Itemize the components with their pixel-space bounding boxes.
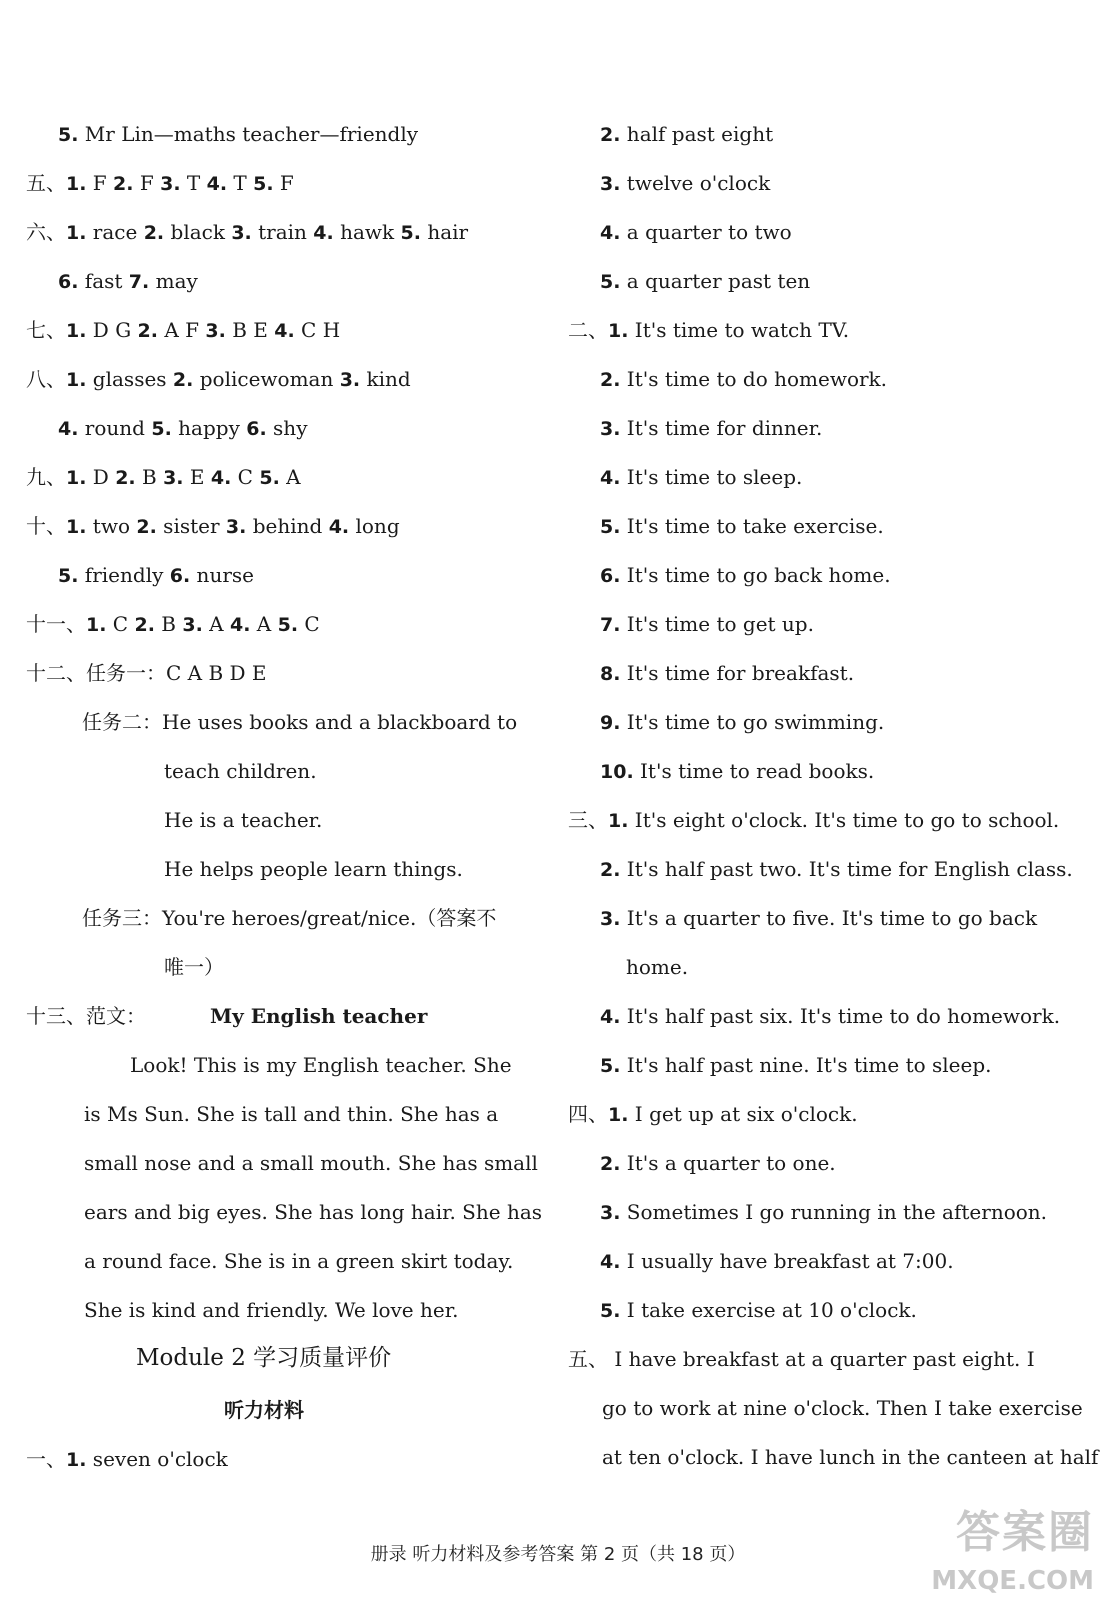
item-number: 4. xyxy=(600,1251,621,1273)
left-line xyxy=(26,316,340,344)
answer-text: sister xyxy=(156,514,226,538)
right-line xyxy=(600,169,770,197)
item-number: 2. xyxy=(137,320,158,342)
item-number: 8. xyxy=(600,663,621,685)
answer-text: C xyxy=(298,612,320,636)
answer-text: race xyxy=(86,220,144,244)
item-number: 6. xyxy=(246,418,267,440)
answer-text: glasses xyxy=(86,367,173,391)
answer-text: It's a quarter to one. xyxy=(620,1151,836,1175)
item-number: 3. xyxy=(600,908,621,930)
left-line xyxy=(84,1149,538,1177)
item-number: 3. xyxy=(225,516,247,538)
item-number: 9. xyxy=(600,712,621,734)
right-line xyxy=(600,561,891,589)
item-number: 2. xyxy=(172,369,194,391)
item-number: 3. xyxy=(163,467,184,489)
right-line xyxy=(600,1296,917,1324)
item-number: 1. xyxy=(66,173,87,195)
item-number: 4. xyxy=(206,173,228,195)
answer-text: A xyxy=(279,465,301,489)
answer-text: E xyxy=(183,465,211,489)
answer-text: B xyxy=(154,612,183,636)
essay-title: My English teacher xyxy=(210,1004,428,1028)
section-label: 八、 xyxy=(26,367,66,391)
item-number: 1. xyxy=(608,1104,629,1126)
answer-text: It's time to go swimming. xyxy=(620,710,885,734)
answer-text: It's time to watch TV. xyxy=(628,318,850,342)
answer-text: It's time to get up. xyxy=(620,612,814,636)
answer-text: C xyxy=(106,612,135,636)
answer-text: It's half past two. It's time for English class. xyxy=(620,857,1073,881)
answer-text: hair xyxy=(420,220,469,244)
right-line xyxy=(568,1345,1035,1373)
left-line xyxy=(164,953,224,981)
item-number: 2. xyxy=(115,467,136,489)
left-line xyxy=(84,1198,542,1226)
section-label: 五、 xyxy=(568,1347,608,1371)
right-line xyxy=(626,953,688,981)
answer-text: Look! This is my English teacher. She xyxy=(130,1053,512,1077)
answer-text: two xyxy=(86,514,137,538)
answer-text: home. xyxy=(626,955,689,979)
answer-text: I have breakfast at a quarter past eight. I xyxy=(608,1347,1035,1371)
item-number: 4. xyxy=(274,320,295,342)
left-line xyxy=(26,463,301,491)
answer-text: It's time for dinner. xyxy=(620,416,823,440)
answer-text: shy xyxy=(266,416,308,440)
section-label: 十三、范文： xyxy=(26,1004,146,1028)
item-number: 10. xyxy=(600,761,634,783)
item-number: 5. xyxy=(253,173,274,195)
answer-text: It's time for breakfast. xyxy=(620,661,855,685)
answer-text: It's eight o'clock. It's time to go to school. xyxy=(628,808,1060,832)
answer-text: A F xyxy=(158,318,206,342)
answer-text: kind xyxy=(360,367,411,391)
left-line xyxy=(58,120,418,148)
item-number: 6. xyxy=(169,565,191,587)
answer-text: fast xyxy=(78,269,129,293)
answer-text: D G xyxy=(86,318,138,342)
answer-text: is Ms Sun. She is tall and thin. She has a xyxy=(84,1102,499,1126)
answer-text: It's time to read books. xyxy=(633,759,875,783)
item-number: 6. xyxy=(58,271,79,293)
item-number: 2. xyxy=(143,222,165,244)
right-line xyxy=(600,267,810,295)
right-line xyxy=(602,1394,1083,1422)
answer-text: D xyxy=(86,465,116,489)
section-label: 十二、任务一： xyxy=(26,661,166,685)
left-line xyxy=(164,757,317,785)
watermark-url: MXQE.COM xyxy=(931,1566,1094,1596)
section-label: 任务三： xyxy=(82,906,162,930)
section-label: 十一、 xyxy=(26,612,86,636)
answer-text: F xyxy=(273,171,294,195)
answer-text: It's half past nine. It's time to sleep. xyxy=(620,1053,992,1077)
answer-text: may xyxy=(149,269,198,293)
answer-text: nurse xyxy=(190,563,254,587)
right-line xyxy=(600,904,1037,932)
answer-text: It's a quarter to five. It's time to go back xyxy=(620,906,1038,930)
section-label: 一、 xyxy=(26,1447,66,1471)
section-label: 任务二： xyxy=(82,710,162,734)
item-number: 4. xyxy=(58,418,79,440)
item-number: 1. xyxy=(66,516,87,538)
item-number: 4. xyxy=(600,467,621,489)
left-line xyxy=(164,855,463,883)
item-number: 5. xyxy=(277,614,299,636)
answer-text: C H xyxy=(294,318,341,342)
right-line xyxy=(600,414,822,442)
answer-text: B xyxy=(135,465,164,489)
answer-text: long xyxy=(349,514,400,538)
right-line xyxy=(600,1051,992,1079)
answer-text: twelve o'clock xyxy=(620,171,771,195)
item-number: 3. xyxy=(182,614,203,636)
item-number: 4. xyxy=(229,614,251,636)
right-line xyxy=(600,855,1073,883)
item-number: 2. xyxy=(600,859,621,881)
item-number: 5. xyxy=(600,1055,621,1077)
right-line xyxy=(600,120,773,148)
item-number: 1. xyxy=(66,1449,87,1471)
section-label: （答案不 xyxy=(416,906,497,930)
left-line xyxy=(130,1051,512,1079)
item-number: 3. xyxy=(231,222,252,244)
answer-text: She is kind and friendly. We love her. xyxy=(84,1298,459,1322)
item-number: 3. xyxy=(600,1202,621,1224)
item-number: 6. xyxy=(600,565,621,587)
item-number: 5. xyxy=(58,124,79,146)
answer-text: C A B D E xyxy=(166,661,267,685)
answer-text: Mr Lin—maths teacher—friendly xyxy=(78,122,419,146)
item-number: 3. xyxy=(600,173,621,195)
item-number: 2. xyxy=(134,614,155,636)
answer-text: It's half past six. It's time to do homework. xyxy=(620,1004,1061,1028)
left-line xyxy=(84,1100,498,1128)
left-line xyxy=(26,610,320,638)
item-number: 1. xyxy=(66,320,87,342)
left-line xyxy=(84,1247,513,1275)
left-line xyxy=(58,561,254,589)
item-number: 3. xyxy=(160,173,181,195)
section-label: 九、 xyxy=(26,465,66,489)
section-label: 六、 xyxy=(26,220,66,244)
right-line xyxy=(600,610,814,638)
answer-text: It's time to do homework. xyxy=(620,367,888,391)
answer-text: F xyxy=(86,171,114,195)
item-number: 2. xyxy=(136,516,157,538)
answer-text: teach children. xyxy=(164,759,317,783)
answer-text: small nose and a small mouth. She has small xyxy=(84,1151,538,1175)
left-line xyxy=(26,512,400,540)
right-line xyxy=(600,1198,1047,1226)
item-number: 4. xyxy=(313,222,334,244)
item-number: 5. xyxy=(600,516,621,538)
answer-text: It's time to take exercise. xyxy=(620,514,884,538)
right-line xyxy=(600,659,854,687)
item-number: 1. xyxy=(66,369,87,391)
right-line xyxy=(602,1443,1098,1471)
answer-text: a quarter to two xyxy=(620,220,792,244)
answer-text: He uses books and a blackboard to xyxy=(162,710,518,734)
item-number: 2. xyxy=(600,369,621,391)
answer-text: at ten o'clock. I have lunch in the canteen at half xyxy=(602,1445,1099,1469)
left-line xyxy=(82,708,517,736)
answer-text: policewoman xyxy=(193,367,340,391)
answer-text: You're heroes/great/nice. xyxy=(162,906,417,930)
answer-text: I get up at six o'clock. xyxy=(628,1102,858,1126)
item-number: 2. xyxy=(600,1153,621,1175)
answer-text: C xyxy=(231,465,260,489)
answer-text: ears and big eyes. She has long hair. She has xyxy=(84,1200,543,1224)
item-number: 4. xyxy=(600,222,621,244)
answer-text: It's time to go back home. xyxy=(620,563,891,587)
answer-text: Sometimes I go running in the afternoon. xyxy=(620,1200,1048,1224)
section-label: 五、 xyxy=(26,171,66,195)
answer-text: F xyxy=(133,171,161,195)
item-number: 5. xyxy=(151,418,172,440)
item-number: 5. xyxy=(259,467,280,489)
right-line xyxy=(600,1247,954,1275)
right-line xyxy=(600,708,884,736)
item-number: 1. xyxy=(66,222,87,244)
answer-text: A xyxy=(250,612,278,636)
left-line xyxy=(82,904,496,932)
right-line xyxy=(568,806,1059,834)
answer-text: T xyxy=(227,171,254,195)
right-line xyxy=(600,1002,1060,1030)
item-number: 3. xyxy=(600,418,621,440)
item-number: 1. xyxy=(608,810,629,832)
left-line xyxy=(58,267,198,295)
item-number: 5. xyxy=(600,1300,621,1322)
left-line xyxy=(26,365,411,393)
answer-text: It's time to sleep. xyxy=(620,465,803,489)
right-line xyxy=(568,1100,858,1128)
answer-text: train xyxy=(251,220,314,244)
answer-text: a round face. She is in a green skirt today. xyxy=(84,1249,514,1273)
section-label: 四、 xyxy=(568,1102,608,1126)
item-number: 4. xyxy=(328,516,350,538)
item-number: 5. xyxy=(58,565,79,587)
section-label: 七、 xyxy=(26,318,66,342)
right-line xyxy=(600,365,887,393)
right-line xyxy=(568,316,849,344)
left-line xyxy=(26,1002,146,1030)
left-line xyxy=(84,1296,458,1324)
answer-text: seven o'clock xyxy=(86,1447,228,1471)
left-line xyxy=(26,659,267,687)
left-line xyxy=(26,169,294,197)
right-line xyxy=(600,218,792,246)
answer-text: black xyxy=(164,220,232,244)
left-line xyxy=(164,806,322,834)
item-number: 4. xyxy=(600,1006,621,1028)
answer-text: go to work at nine o'clock. Then I take exercise xyxy=(602,1396,1083,1420)
page-footer: 册录 听力材料及参考答案 第 2 页（共 18 页） xyxy=(370,1544,746,1565)
answer-text: A xyxy=(202,612,230,636)
section-label: 十、 xyxy=(26,514,66,538)
answer-text: I usually have breakfast at 7:00. xyxy=(620,1249,954,1273)
item-number: 5. xyxy=(400,222,421,244)
section-label: 三、 xyxy=(568,808,608,832)
item-number: 7. xyxy=(128,271,150,293)
right-line xyxy=(600,463,802,491)
answer-text: half past eight xyxy=(620,122,774,146)
left-line xyxy=(26,1445,228,1473)
item-number: 3. xyxy=(339,369,361,391)
listening-title: 听力材料 xyxy=(224,1398,304,1422)
item-number: 1. xyxy=(608,320,629,342)
answer-text: T xyxy=(180,171,207,195)
item-number: 3. xyxy=(205,320,226,342)
section-label: 二、 xyxy=(568,318,608,342)
module-title: Module 2 学习质量评价 xyxy=(136,1345,392,1371)
left-line xyxy=(26,218,468,246)
item-number: 5. xyxy=(600,271,621,293)
right-line xyxy=(600,757,874,785)
answer-text: friendly xyxy=(78,563,170,587)
watermark-text: 答案圈 xyxy=(956,1507,1094,1558)
answer-text: B E xyxy=(225,318,275,342)
item-number: 1. xyxy=(86,614,107,636)
item-number: 4. xyxy=(210,467,232,489)
right-line xyxy=(600,512,884,540)
watermark-logo xyxy=(931,1496,1094,1596)
answer-text: behind xyxy=(246,514,329,538)
answer-text: I take exercise at 10 o'clock. xyxy=(620,1298,917,1322)
item-number: 2. xyxy=(600,124,621,146)
answer-text: happy xyxy=(171,416,247,440)
answer-text: He helps people learn things. xyxy=(164,857,463,881)
answer-text: He is a teacher. xyxy=(164,808,323,832)
item-number: 7. xyxy=(600,614,621,636)
answer-text: a quarter past ten xyxy=(620,269,811,293)
item-number: 2. xyxy=(113,173,134,195)
item-number: 1. xyxy=(66,467,87,489)
section-label: 唯一） xyxy=(164,955,224,979)
left-line xyxy=(58,414,308,442)
answer-text: round xyxy=(78,416,152,440)
right-line xyxy=(600,1149,836,1177)
answer-text: hawk xyxy=(333,220,401,244)
